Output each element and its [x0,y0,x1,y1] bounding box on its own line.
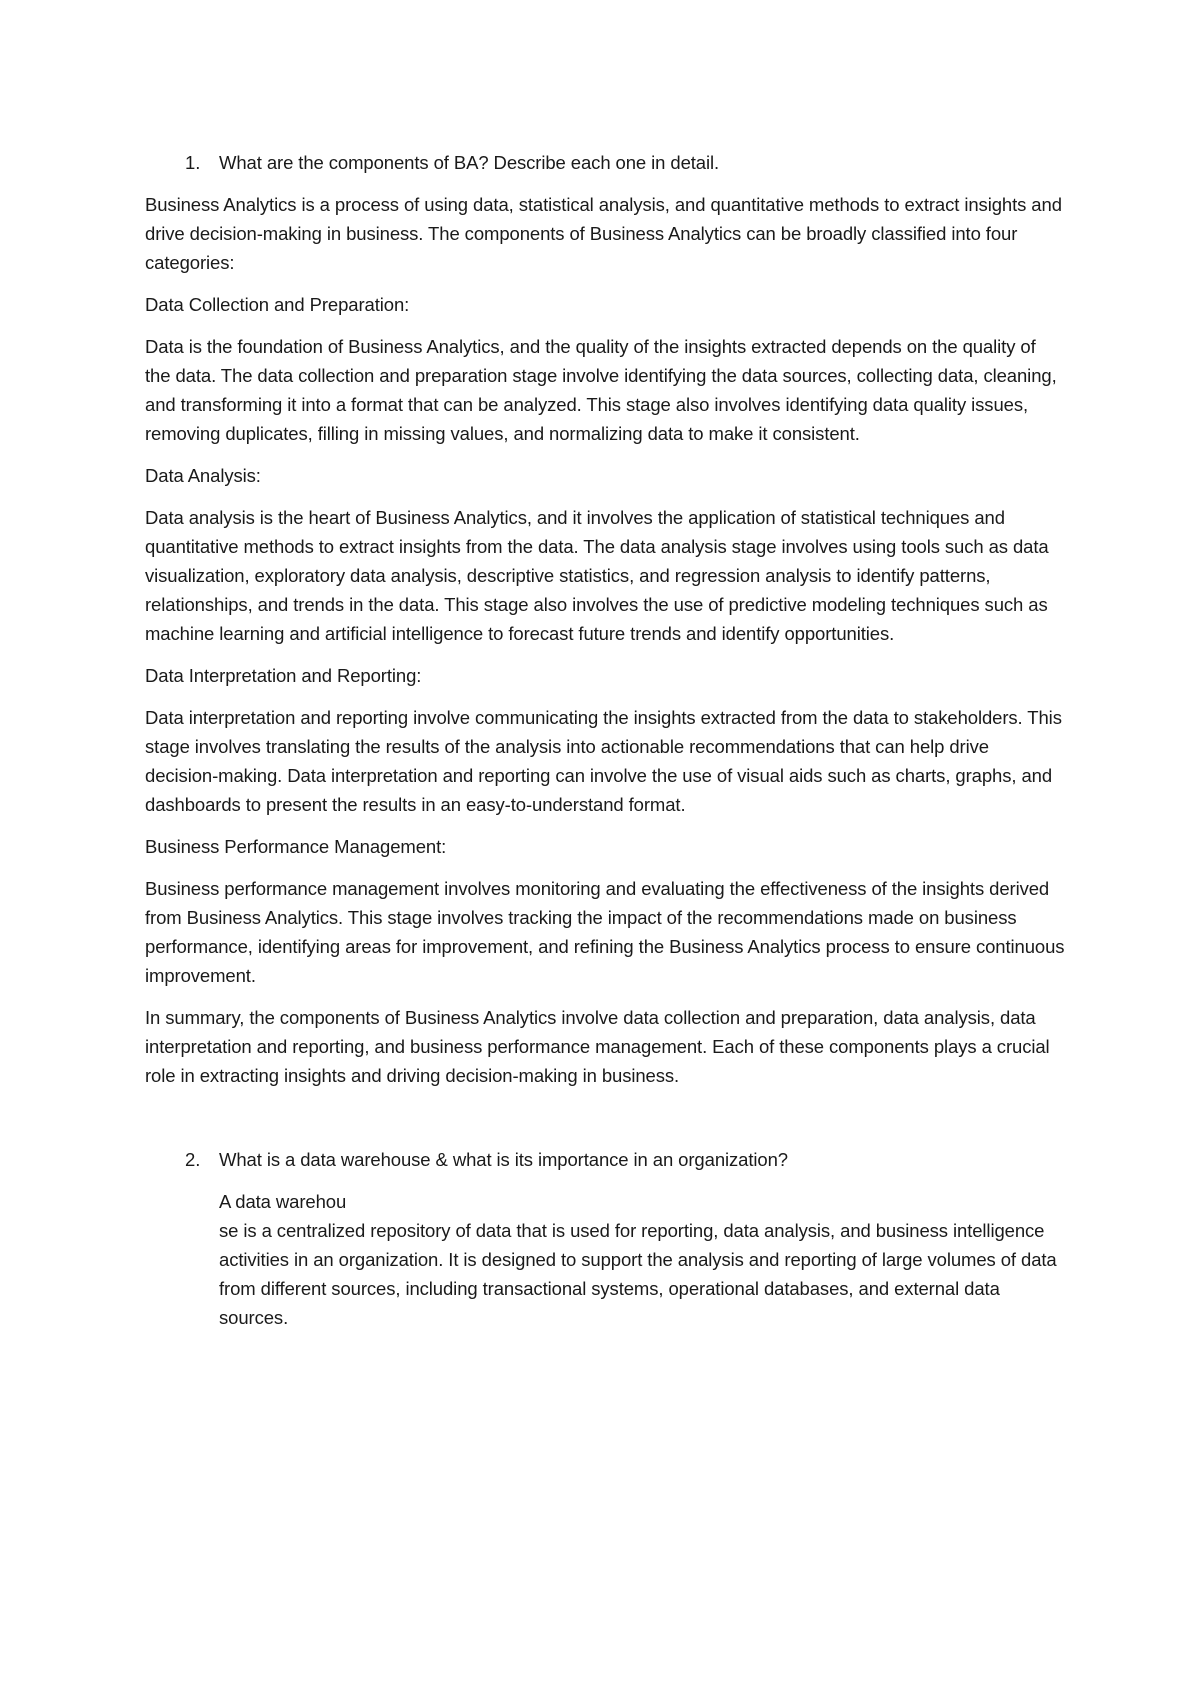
document-body [145,148,1065,1345]
paragraph-data-collection: Data is the foundation of Business Analytics, and the quality of the insights extracted depends on the quality of the data. The data collection and preparation stage involve identifying the data sources, collecting data, cleaning, and transforming it into a format that can be analyzed. This stage also involves identifying data quality issues, removing duplicates, filling in missing values, and normalizing data to make it consistent. [145,336,1057,444]
heading-business-performance: Business Performance Management: [145,836,447,857]
question-2-number: 2. [185,1149,201,1170]
question-1 [145,148,1065,177]
question-1-text: What are the components of BA? Describe each one in detail. [219,152,720,173]
question-2-answer [219,1187,1065,1332]
section-spacer [145,1103,1065,1145]
answer-body: se is a centralized repository of data that is used for reporting, data analysis, and business intelligence activities in an organization. It is designed to support the analysis and reporting of large volumes of data from different sources, including transactional systems, operational databases, and external data sources. [219,1220,1057,1328]
paragraph-data-analysis: Data analysis is the heart of Business Analytics, and it involves the application of statistical techniques and quantitative methods to extract insights from the data. The data analysis stage involves using tools such as data visualization, exploratory data analysis, descriptive statistics, and regression analysis to identify patterns, relationships, and trends in the data. This stage also involves the use of predictive modeling techniques such as machine learning and artificial intelligence to forecast future trends and identify opportunities. [145,507,1049,644]
paragraph-business-performance: Business performance management involves monitoring and evaluating the effectiveness of the insights derived from Business Analytics. This stage involves tracking the impact of the recommendations made on business performance, identifying areas for improvement, and refining the Business Analytics process to ensure continuous improvement. [145,878,1065,986]
heading-data-interpretation: Data Interpretation and Reporting: [145,665,422,686]
question-1-number: 1. [185,152,201,173]
paragraph-summary: In summary, the components of Business Analytics involve data collection and preparation, data analysis, data interpretation and reporting, and business performance management. Each of these components plays a crucial role in extracting insights and driving decision-making in business. [145,1007,1050,1086]
paragraph-intro: Business Analytics is a process of using data, statistical analysis, and quantitative methods to extract insights and drive decision-making in business. The components of Business Analytics can be broadly classified into four categories: [145,194,1062,273]
question-2-text: What is a data warehouse & what is its importance in an organization? [219,1149,788,1170]
answer-lead-line: A data warehou [219,1191,347,1212]
heading-data-collection: Data Collection and Preparation: [145,294,410,315]
heading-data-analysis: Data Analysis: [145,465,261,486]
paragraph-data-interpretation: Data interpretation and reporting involve communicating the insights extracted from the data to stakeholders. This stage involves translating the results of the analysis into actionable recommendations that can help drive decision-making. Data interpretation and reporting can involve the use of visual aids such as charts, graphs, and dashboards to present the results in an easy-to-understand format. [145,707,1062,815]
question-2 [145,1145,1065,1174]
